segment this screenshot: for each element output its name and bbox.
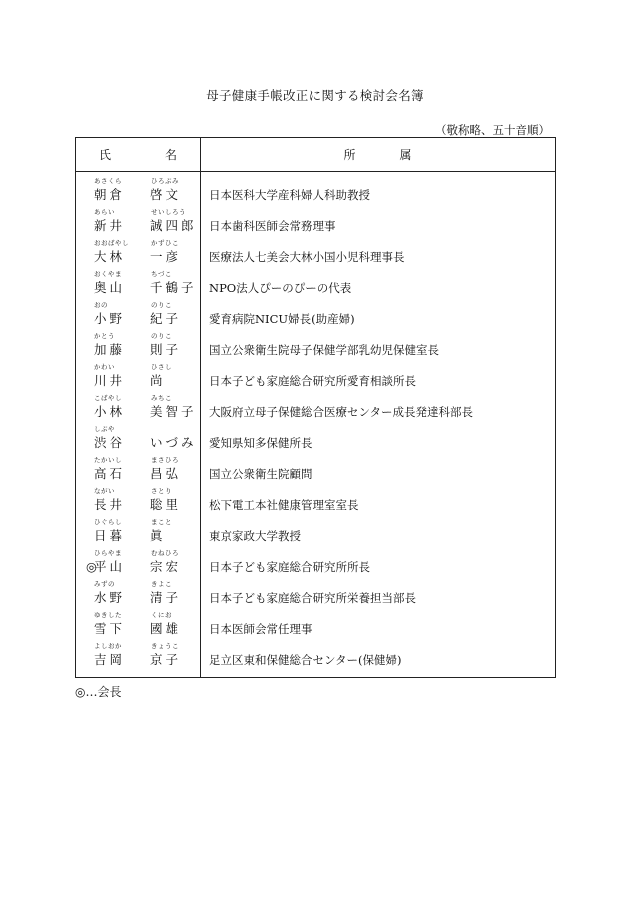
- member-given-name: 紀子: [150, 311, 182, 326]
- given-name-ruby: せいしろう: [151, 208, 186, 216]
- member-affiliation: 松下電工本社健康管理室室長: [209, 498, 359, 512]
- member-row: [76, 265, 555, 296]
- member-surname: 大林: [94, 249, 126, 264]
- given-name-ruby: みちこ: [151, 394, 172, 402]
- sort-note: （敬称略、五十音順）: [435, 123, 550, 137]
- member-affiliation: 大阪府立母子保健総合医療センター成長発達科部長: [209, 405, 474, 419]
- member-surname: 水野: [94, 590, 126, 605]
- name-ruby: [94, 270, 204, 278]
- member-surname: 小林: [94, 404, 126, 419]
- member-given-name: いづみ: [150, 435, 197, 450]
- member-surname: 長井: [94, 497, 126, 512]
- member-surname: 新井: [94, 218, 126, 233]
- members-table: [75, 137, 556, 678]
- name-ruby: [94, 518, 204, 526]
- given-name-ruby: まさひろ: [151, 456, 179, 464]
- member-affiliation: 日本歯科医師会常務理事: [209, 219, 336, 233]
- member-given-name: 千鶴子: [150, 280, 197, 295]
- member-affiliation: 東京家政大学教授: [209, 529, 301, 543]
- member-affiliation: 日本医師会常任理事: [209, 622, 313, 636]
- name-ruby: [94, 580, 204, 588]
- name-ruby: [94, 208, 204, 216]
- member-surname: 日暮: [94, 528, 126, 543]
- surname-ruby: しぶや: [94, 425, 115, 433]
- surname-ruby: かとう: [94, 332, 115, 340]
- surname-ruby: おくやま: [94, 270, 122, 278]
- name-ruby: [94, 642, 204, 650]
- member-surname: 奥山: [94, 280, 126, 295]
- chair-mark: ◎: [86, 559, 97, 574]
- member-surname: 高石: [94, 466, 126, 481]
- name-ruby: [94, 177, 204, 185]
- name-ruby: [94, 332, 204, 340]
- given-name-ruby: まこと: [151, 518, 172, 526]
- given-name-ruby: ひろぶみ: [151, 177, 179, 185]
- member-surname: 朝倉: [94, 187, 126, 202]
- member-row: [76, 513, 555, 544]
- affiliation-column-header: [200, 138, 555, 171]
- member-affiliation: NPO法人ぴーのぴーの代表: [209, 281, 352, 295]
- given-name-ruby: のりこ: [151, 301, 172, 309]
- name-header-char-1: 氏: [98, 148, 111, 162]
- member-row: [76, 482, 555, 513]
- name-ruby: [94, 456, 204, 464]
- name-ruby: [94, 394, 204, 402]
- member-row: [76, 420, 555, 451]
- surname-ruby: よしおか: [94, 642, 122, 650]
- name-column-header: [76, 138, 200, 171]
- member-given-name: 聡里: [150, 497, 182, 512]
- member-row: [76, 451, 555, 482]
- surname-ruby: ひぐらし: [94, 518, 122, 526]
- member-affiliation: 愛知県知多保健所長: [209, 436, 313, 450]
- member-given-name: 清子: [150, 590, 182, 605]
- member-given-name: 國雄: [150, 621, 182, 636]
- member-given-name: 則子: [150, 342, 182, 357]
- member-row: [76, 358, 555, 389]
- member-row: [76, 389, 555, 420]
- member-affiliation: 愛育病院NICU婦長(助産婦): [209, 312, 355, 326]
- given-name-ruby: のりこ: [151, 332, 172, 340]
- member-surname: 渋谷: [94, 435, 126, 450]
- member-given-name: 誠四郎: [150, 218, 197, 233]
- name-header-char-2: 名: [165, 148, 178, 162]
- surname-ruby: たかいし: [94, 456, 122, 464]
- surname-ruby: ひらやま: [94, 549, 122, 557]
- given-name-ruby: ちづこ: [151, 270, 172, 278]
- given-name-ruby: ひさし: [151, 363, 172, 371]
- given-name-ruby: きょうこ: [151, 642, 179, 650]
- member-row: [76, 203, 555, 234]
- member-affiliation: 国立公衆衛生院母子保健学部乳幼児保健室長: [209, 343, 439, 357]
- given-name-ruby: きよこ: [151, 580, 172, 588]
- given-name-ruby: かずひこ: [151, 239, 179, 247]
- member-row: [76, 544, 555, 575]
- surname-ruby: こばやし: [94, 394, 122, 402]
- name-ruby: [94, 239, 204, 247]
- given-name-ruby: さとり: [151, 487, 172, 495]
- surname-ruby: みずの: [94, 580, 115, 588]
- member-surname: 加藤: [94, 342, 126, 357]
- surname-ruby: おの: [94, 301, 108, 309]
- member-row: [76, 606, 555, 637]
- member-surname: 川井: [94, 373, 126, 388]
- name-ruby: [94, 425, 204, 433]
- member-given-name: 尚: [150, 373, 166, 388]
- name-ruby: [94, 611, 204, 619]
- member-row: [76, 575, 555, 606]
- member-given-name: 昌弘: [150, 466, 182, 481]
- name-ruby: [94, 301, 204, 309]
- surname-ruby: あらい: [94, 208, 115, 216]
- member-surname: 吉岡: [94, 652, 126, 667]
- chair-legend: ◎…会長: [75, 685, 122, 699]
- member-affiliation: 日本子ども家庭総合研究所愛育相談所長: [209, 374, 416, 388]
- member-affiliation: 足立区東和保健総合センター(保健婦): [209, 653, 402, 667]
- member-given-name: 眞: [150, 528, 166, 543]
- member-given-name: 宗宏: [150, 559, 182, 574]
- given-name-ruby: くにお: [151, 611, 172, 619]
- affiliation-header-char-1: 所: [343, 148, 356, 162]
- member-affiliation: 日本医科大学産科婦人科助教授: [209, 188, 370, 202]
- surname-ruby: おおばやし: [94, 239, 129, 247]
- given-name-ruby: むねひろ: [151, 549, 179, 557]
- name-ruby: [94, 363, 204, 371]
- member-affiliation: 国立公衆衛生院顧問: [209, 467, 313, 481]
- member-row: [76, 296, 555, 327]
- member-surname: 平山: [94, 559, 126, 574]
- member-given-name: 一彦: [150, 249, 182, 264]
- member-row: [76, 172, 555, 203]
- member-given-name: 美智子: [150, 404, 197, 419]
- member-row: [76, 234, 555, 265]
- name-ruby: [94, 487, 204, 495]
- member-given-name: 京子: [150, 652, 182, 667]
- member-surname: 小野: [94, 311, 126, 326]
- document-title: 母子健康手帳改正に関する検討会名簿: [206, 88, 424, 103]
- member-given-name: 啓文: [150, 187, 182, 202]
- surname-ruby: ながい: [94, 487, 115, 495]
- member-affiliation: 日本子ども家庭総合研究所栄養担当部長: [209, 591, 416, 605]
- affiliation-header-char-2: 属: [399, 148, 412, 162]
- surname-ruby: ゆきした: [94, 611, 122, 619]
- member-surname: 雪下: [94, 621, 126, 636]
- surname-ruby: かわい: [94, 363, 115, 371]
- member-row: [76, 637, 555, 668]
- member-affiliation: 医療法人七美会大林小国小児科理事長: [209, 250, 405, 264]
- member-affiliation: 日本子ども家庭総合研究所所長: [209, 560, 370, 574]
- name-ruby: [94, 549, 204, 557]
- member-row: [76, 327, 555, 358]
- surname-ruby: あさくら: [94, 177, 122, 185]
